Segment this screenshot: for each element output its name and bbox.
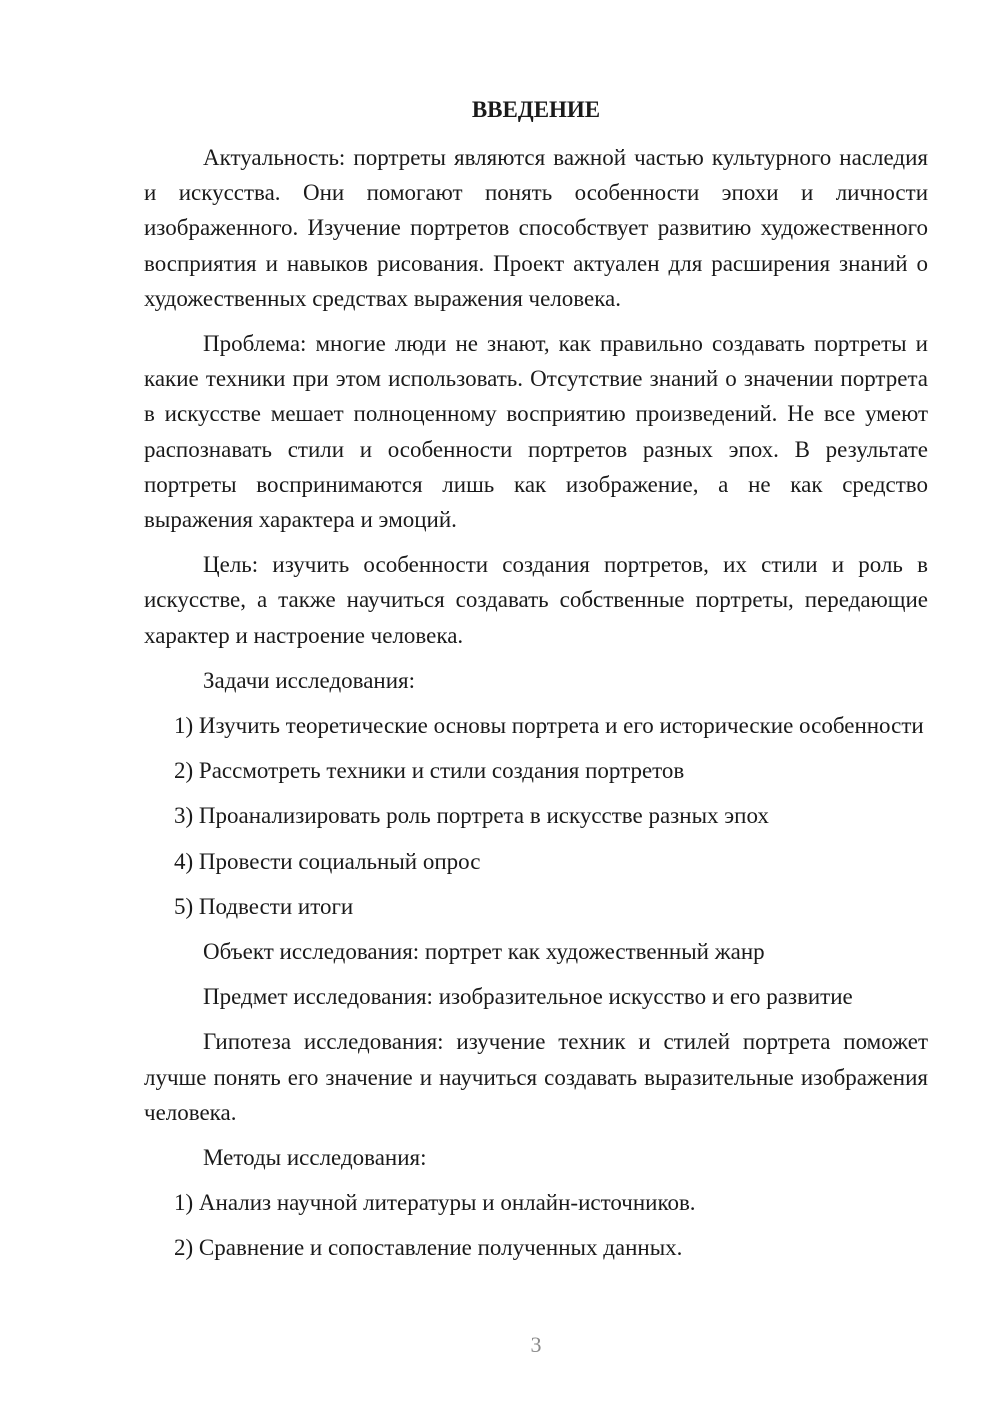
method-item-2: 2) Сравнение и сопоставление полученных данных.	[174, 1235, 683, 1261]
task-item-4: 4) Провести социальный опрос	[174, 848, 481, 874]
task-item-2: 2) Рассмотреть техники и стили создания портретов	[174, 758, 685, 784]
page-content	[144, 92, 928, 1276]
problem-paragraph: Проблема: многие люди не знают, как правильно создавать портреты и какие техники при этом использовать. Отсутствие знаний о значении портрета в искусстве мешает полноценному восприятию произведений. Не все умеют распознавать стили и особенности портретов разных эпох. В результате портреты воспринимаются лишь как изображение, а не как средство выражения характера и эмоций.	[144, 331, 928, 533]
tasks-heading: Задачи исследования:	[203, 667, 416, 693]
relevance-paragraph: Актуальность: портреты являются важной частью культурного наследия и искусства. Они помогают понять особенности эпохи и личности изображенного. Изучение портретов способствует развитию художественного восприятия и навыков рисования. Проект актуален для расширения знаний о художественных средствах выражения человека.	[144, 145, 928, 311]
research-subject: Предмет исследования: изобразительное искусство и его развитие	[203, 984, 853, 1010]
task-item-5: 5) Подвести итоги	[174, 893, 354, 919]
goal-paragraph: Цель: изучить особенности создания портретов, их стили и роль в искусстве, а также научиться создавать собственные портреты, передающие характер и настроение человека.	[144, 552, 928, 648]
page-title: ВВЕДЕНИЕ	[471, 97, 601, 122]
research-object: Объект исследования: портрет как художественный жанр	[203, 939, 765, 965]
method-item-1: 1) Анализ научной литературы и онлайн-источников.	[174, 1190, 696, 1216]
page-number: 3	[530, 1332, 542, 1357]
task-item-3: 3) Проанализировать роль портрета в искусстве разных эпох	[174, 803, 769, 829]
research-hypothesis: Гипотеза исследования: изучение техник и стилей портрета поможет лучше понять его значение и научиться создавать выразительные изображения человека.	[144, 1029, 928, 1125]
task-item-1: 1) Изучить теоретические основы портрета и его исторические особенности	[174, 713, 924, 739]
methods-heading: Методы исследования:	[203, 1145, 427, 1171]
